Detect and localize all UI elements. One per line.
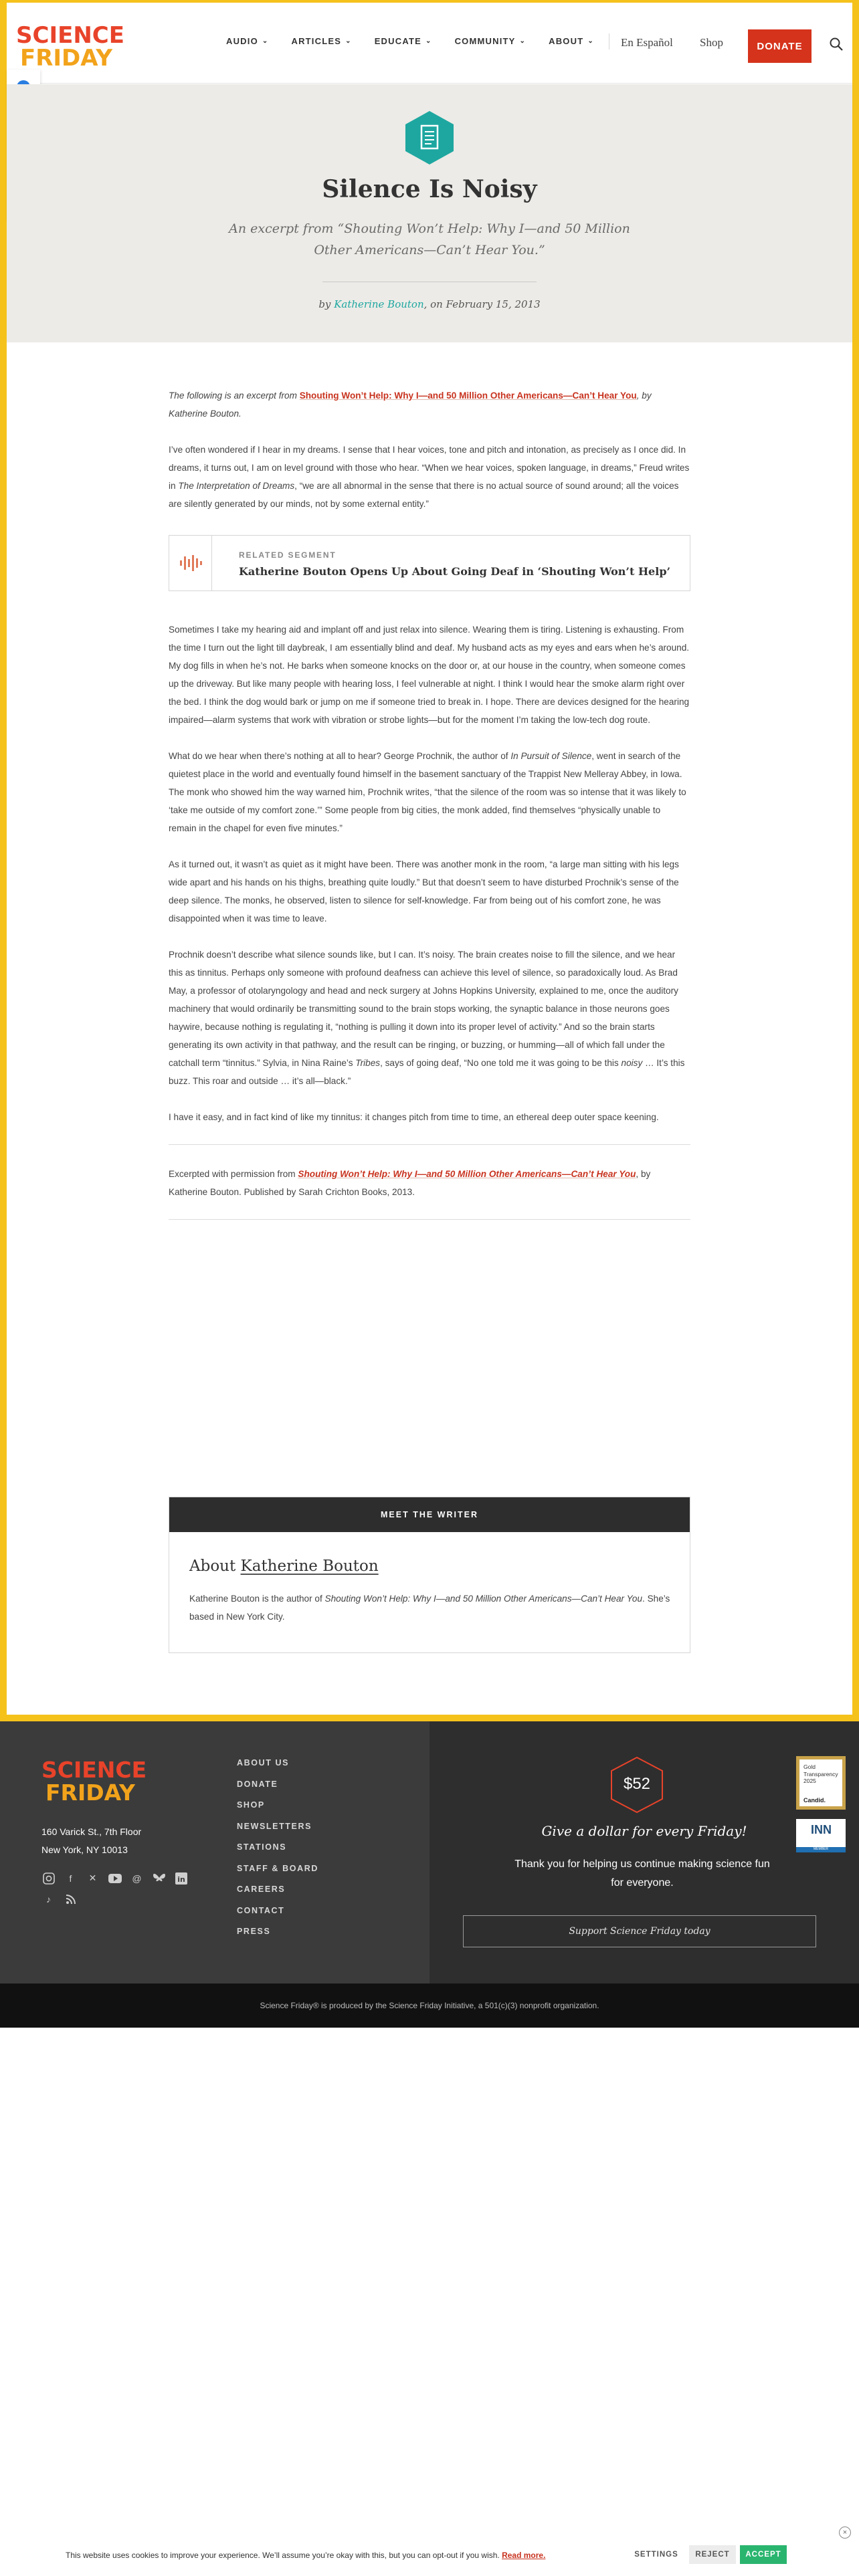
close-icon[interactable]: ×	[839, 2527, 851, 2539]
related-segment-card[interactable]	[169, 535, 690, 591]
byline: by Katherine Bouton, on February 15, 2013	[318, 298, 541, 310]
instagram-icon[interactable]	[41, 1871, 56, 1885]
shop-link[interactable]: Shop	[700, 36, 723, 49]
page-subtitle: An excerpt from “Shouting Won’t Help: Why I—and 50 Million Other Americans—Can’t Hear You.”	[229, 221, 630, 257]
footer-logo-top: SCIENCE	[41, 1757, 147, 1783]
footer-link-careers[interactable]: CAREERS	[237, 1885, 286, 1894]
document-icon	[405, 111, 454, 165]
cookie-accept-button[interactable]: ACCEPT	[740, 2545, 787, 2564]
footer-logo[interactable]	[41, 1756, 155, 1804]
read-more-link[interactable]: Read more.	[502, 2551, 546, 2560]
excerpt-credit: Excerpted with permission from Shouting Won’t Help: Why I—and 50 Million Other Americans—Can’t Hear You, by Katherine Bouton. Published by Sarah Crichton Books, 2013.	[169, 1169, 651, 1197]
main-nav	[226, 36, 617, 46]
footer-address: 160 Varick St., 7th Floor New York, NY 10013	[41, 1826, 142, 1855]
writer-link[interactable]: Katherine Bouton	[240, 1558, 379, 1575]
rss-icon[interactable]	[64, 1892, 78, 1906]
chevron-down-icon: ⌄	[345, 37, 352, 45]
audio-wave-icon	[169, 536, 212, 591]
footer-link-newsletters[interactable]: NEWSLETTERS	[237, 1821, 312, 1831]
cookie-reject-button[interactable]: REJECT	[689, 2545, 736, 2564]
footer-link-contact[interactable]: CONTACT	[237, 1905, 285, 1915]
footer-link-donate[interactable]: DONATE	[237, 1779, 278, 1789]
support-button[interactable]: Support Science Friday today	[463, 1915, 816, 1947]
science-friday-logo[interactable]	[16, 20, 133, 70]
chevron-down-icon: ⌄	[425, 37, 432, 45]
donate-headline: Give a dollar for every Friday!	[541, 1823, 747, 1839]
writer-heading: MEET THE WRITER	[169, 1497, 690, 1532]
site-footer	[0, 1721, 859, 1983]
youtube-icon[interactable]	[108, 1871, 122, 1885]
footer-link-staff[interactable]: STAFF & BOARD	[237, 1863, 318, 1873]
search-icon[interactable]	[828, 36, 844, 52]
paragraph-3: What do we hear when there’s nothing at all to hear? George Prochnik, the author of In Pursuit of Silence, went in search of the quietest place in the world and eventually found himself in the basement sanctuary of the Trappist New Melleray Abbey, in Iowa. The monk who showed him the way warned him, Prochnik writes, “that the silence of the room was so intense that it was likely to ‘take me outside of my comfort zone.’” Some people from big cities, the monk added, find themselves “physically unable to remain in the chapel for even five minutes.”	[169, 751, 686, 833]
legal-notice: Science Friday® is produced by the Science Friday Initiative, a 501(c)(3) nonprofit organization.	[0, 1983, 859, 2028]
divider	[169, 1144, 690, 1145]
cookie-settings-button[interactable]: SETTINGS	[626, 2545, 686, 2564]
bluesky-icon[interactable]	[152, 1871, 166, 1885]
threads-icon[interactable]: @	[132, 1872, 142, 1884]
chevron-down-icon: ⌄	[262, 37, 269, 45]
author-link[interactable]: Katherine Bouton	[334, 298, 424, 310]
x-icon[interactable]: ✕	[88, 1872, 97, 1883]
paragraph-2: Sometimes I take my hearing aid and implant off and just relax into silence. Wearing them is tiring. Listening is exhausting. From the time I turn out the light till daybreak, I am essentially blind and deaf. My husband acts as my eyes and ears when he’s around. My dog fills in when he’s not. He barks when someone knocks on the door or, at our house in the country, when someone comes up the driveway. But like many people with hearing loss, I feel vulnerable at night. I think I would hear the smoke alarm right over the bed. I think the dog would bark or jump on me if someone tried to break in. I hope. There are devices designed for the hearing impaired—alarm systems that work with vibration or strobe lights—but for the moment I’m taking the low-tech dog route.	[169, 625, 690, 725]
page-title: Silence Is Noisy	[322, 175, 537, 203]
footer-link-stations[interactable]: STATIONS	[237, 1842, 287, 1852]
chevron-down-icon: ⌄	[587, 37, 594, 45]
paragraph-4: As it turned out, it wasn’t as quiet as it might have been. There was another monk in the room, “a large man sitting with his legs wide apart and his hands on his thighs, breathing quite loudly.” But that doesn’t seem to have disturbed Prochnik’s sense of the deep silence. The monks, he observed, listen to silence for self-knowledge. Far from being out of his comfort zone, he was disappointed when it was time to leave.	[169, 859, 679, 924]
donate-button[interactable]: DONATE	[748, 29, 812, 63]
nav-about[interactable]: ABOUT ⌄	[549, 36, 594, 46]
nav-community[interactable]: COMMUNITY ⌄	[454, 36, 527, 46]
cookie-banner	[0, 2523, 859, 2576]
logo-bottom-text: FRIDAY	[20, 45, 112, 70]
cookie-text: This website uses cookies to improve your experience. We’ll assume you’re okay with this, but you can opt-out if you wish. Read more.	[66, 2551, 546, 2560]
footer-social	[41, 1871, 195, 1906]
related-title[interactable]: Katherine Bouton Opens Up About Going Deaf in ‘Shouting Won’t Help’	[239, 565, 671, 578]
paragraph-6: I have it easy, and in fact kind of like my tinnitus: it changes pitch from time to time, an ethereal deep outer space keening.	[169, 1112, 659, 1122]
divider	[169, 1219, 690, 1220]
footer-links	[237, 1758, 318, 1948]
linkedin-icon[interactable]	[174, 1871, 188, 1885]
tiktok-icon[interactable]: ♪	[46, 1893, 51, 1905]
book-link[interactable]: Shouting Won’t Help: Why I—and 50 Million Other Americans—Can’t Hear You	[299, 391, 637, 401]
inn-member-badge[interactable]: INN MEMBER	[796, 1819, 846, 1852]
chevron-down-icon: ⌄	[519, 37, 527, 45]
related-label: RELATED SEGMENT	[239, 550, 337, 560]
footer-link-about[interactable]: ABOUT US	[237, 1758, 290, 1767]
footer-link-press[interactable]: PRESS	[237, 1927, 271, 1936]
article-body	[169, 387, 690, 1240]
meet-the-writer	[169, 1497, 690, 1653]
donate-message: Thank you for helping us continue making science fun for everyone.	[514, 1858, 770, 1889]
spanish-link[interactable]: En Español	[621, 36, 673, 49]
writer-bio: Katherine Bouton is the author of Shouting Won’t Help: Why I—and 50 Million Other Americans—Can’t Hear You. She’s based in New York City.	[189, 1594, 670, 1622]
candid-badge[interactable]: Gold Transparency 2025 Candid.	[796, 1756, 846, 1810]
facebook-icon[interactable]: f	[69, 1872, 72, 1884]
donation-amount: $52	[623, 1775, 651, 1793]
intro-paragraph: The following is an excerpt from Shouting Won’t Help: Why I—and 50 Million Other Americans—Can’t Hear You, by Katherine Bouton.	[169, 391, 652, 419]
article-hero	[7, 84, 852, 342]
paragraph-5: Prochnik doesn’t describe what silence sounds like, but I can. It’s noisy. The brain creates noise to fill the silence, and we hear this as tinnitus. Perhaps only someone with profound deafness can achieve this level of silence, so paradoxically loud. As Brad May, a professor of otolaryngology and head and neck surgery at Johns Hopkins University, explained to me, once the auditory machinery that would ordinarily be transmitting sound to the brain stops working, the synaptic balance in those neurons goes haywire, because nothing is regulating it, “nothing is pulling it down into its proper level of activity.” And so the brain starts generating its own activity in that pathway, and the result can be ringing, or buzzing, or humming—all of which fall under the catchall term “tinnitus.” Sylvia, in Nina Raine’s Tribes, says of going deaf, “No one told me it was going to be this noisy … It’s this buzz. This roar and outside … it’s all—black.”	[169, 950, 685, 1086]
nav-educate[interactable]: EDUCATE ⌄	[374, 36, 432, 46]
nav-audio[interactable]: AUDIO ⌄	[226, 36, 269, 46]
svg-text:in: in	[177, 1874, 185, 1884]
nav-articles[interactable]: ARTICLES ⌄	[291, 36, 352, 46]
footer-link-shop[interactable]: SHOP	[237, 1800, 265, 1810]
publish-date: , on February 15, 2013	[423, 298, 541, 310]
site-header	[7, 3, 852, 84]
writer-name: About Katherine Bouton	[189, 1558, 379, 1575]
book-credit-link[interactable]: Shouting Won’t Help: Why I—and 50 Million Other Americans—Can’t Hear You	[298, 1169, 636, 1179]
logo-top-text: SCIENCE	[16, 22, 124, 49]
paragraph-1: I’ve often wondered if I hear in my dreams. I sense that I hear voices, tone and pitch and intonation, as precisely as I once did. In dreams, it turns out, I am on level ground with those who hear. “When we hear voices, spoken language, in dreams,” Freud writes in The Interpretation of Dreams, “we are all abnormal in the sense that there is no actual source of sound around; all the voices are silently generated by our minds, not by some external entity.”	[169, 445, 690, 509]
footer-logo-bottom: FRIDAY	[45, 1780, 135, 1804]
